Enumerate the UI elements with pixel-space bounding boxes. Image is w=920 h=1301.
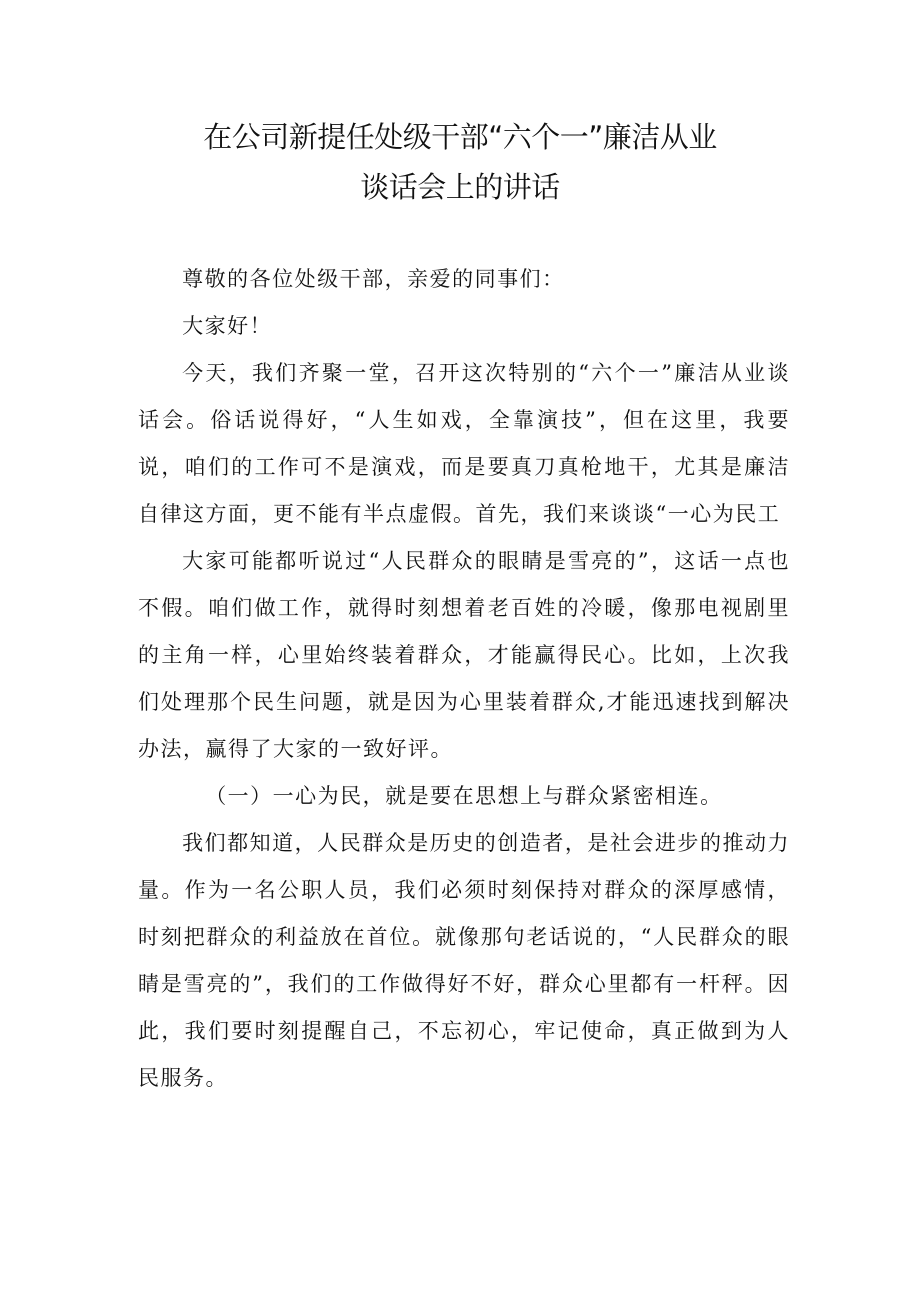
document-body <box>138 256 790 1102</box>
greeting-paragraph: 大家好！ <box>182 314 273 338</box>
section-heading-1: （一）一心为民，就是要在思想上与群众紧密相连。 <box>205 784 723 808</box>
salutation-paragraph: 尊敬的各位处级干部，亲爱的同事们： <box>182 267 565 291</box>
body-paragraph-2: 大家可能都听说过“人民群众的眼睛是雪亮的”，这话一点也不假。咱们做工作，就得时刻想着老百姓的冷暖，像那电视剧里的主角一样，心里始终装着群众，才能赢得民心。比如，上次我们处理那个民生问题，就是因为心里装着群众,才能迅速找到解决办法，赢得了大家的一致好评。 <box>138 549 790 761</box>
document-title <box>0 112 920 212</box>
title-line-1: 在公司新提任处级干部“六个一”廉洁从业 <box>203 120 717 154</box>
body-paragraph-1: 今天，我们齐聚一堂，召开这次特别的“六个一”廉洁从业谈话会。俗话说得好，“人生如戏，全靠演技”，但在这里，我要说，咱们的工作可不是演戏，而是要真刀真枪地干，尤其是廉洁自律这方面，更不能有半点虚假。首先，我们来谈谈“一心为民工 <box>138 361 790 526</box>
title-line-2: 谈话会上的讲话 <box>360 170 560 204</box>
body-paragraph-3: 我们都知道，人民群众是历史的创造者，是社会进步的推动力量。作为一名公职人员，我们必须时刻保持对群众的深厚感情，时刻把群众的利益放在首位。就像那句老话说的，“人民群众的眼睛是雪亮的”，我们的工作做得好不好，群众心里都有一杆秤。因此，我们要时刻提醒自己，不忘初心，牢记使命，真正做到为人民服务。 <box>138 831 790 1090</box>
